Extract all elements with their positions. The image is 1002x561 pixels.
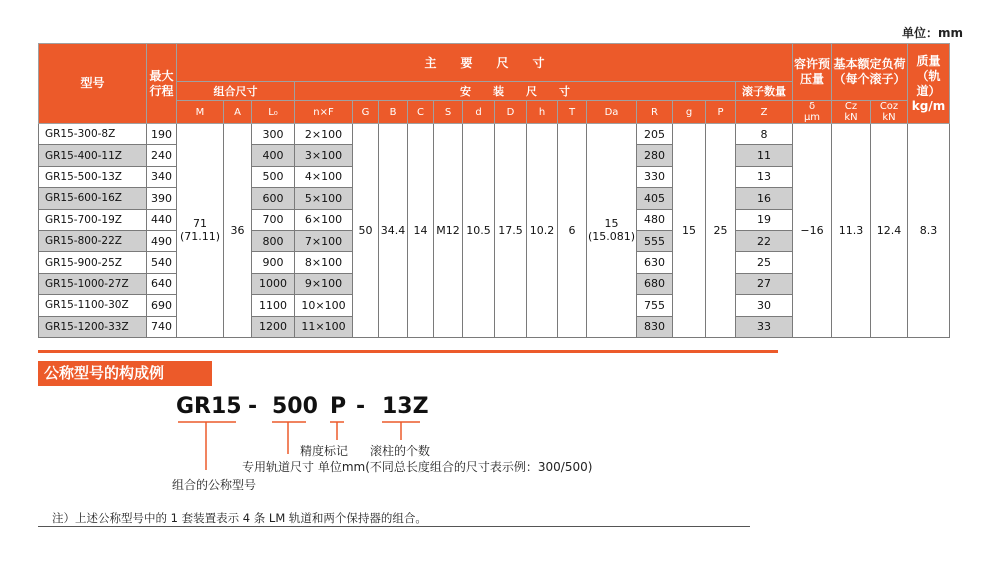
col-D: D [495, 101, 527, 124]
code-dash-2: - [356, 394, 366, 419]
cell-model: GR15-400-11Z [39, 145, 147, 166]
cell-preload: −16 [793, 124, 832, 338]
header-main-dimensions: 主 要 尺 寸 [177, 44, 793, 82]
cell-Z: 19 [736, 209, 793, 230]
cell-nF: 4×100 [295, 166, 353, 187]
code-part-rail: 500 [272, 394, 318, 419]
cell-nF: 2×100 [295, 124, 353, 145]
cell-L0: 500 [252, 166, 295, 187]
cell-L0: 1000 [252, 273, 295, 294]
cell-stroke: 690 [147, 295, 177, 316]
cell-R: 830 [637, 316, 673, 337]
cell-g: 15 [673, 124, 706, 338]
cell-stroke: 740 [147, 316, 177, 337]
cell-R: 480 [637, 209, 673, 230]
cell-R: 280 [637, 145, 673, 166]
col-P: P [706, 101, 736, 124]
cell-model: GR15-800-22Z [39, 230, 147, 251]
col-G: G [353, 101, 379, 124]
delta-symbol: δ [808, 101, 816, 112]
cell-R: 755 [637, 295, 673, 316]
cell-L0: 600 [252, 188, 295, 209]
cell-L0: 900 [252, 252, 295, 273]
cell-M-value: 71 [193, 217, 207, 231]
code-part-model: GR15 [176, 394, 242, 419]
annotation-model: 组合的公称型号 [172, 478, 257, 492]
col-M: M [177, 101, 224, 124]
cell-nF: 8×100 [295, 252, 353, 273]
cell-Z: 30 [736, 295, 793, 316]
cell-Cz: 11.3 [832, 124, 871, 338]
header-mount-dims: 安 装 尺 寸 [295, 82, 736, 101]
header-preload: 容许预压量 [793, 44, 832, 101]
col-B: B [379, 101, 408, 124]
um-unit: μm [803, 112, 821, 123]
cell-L0: 700 [252, 209, 295, 230]
cell-P: 25 [706, 124, 736, 338]
cell-R: 555 [637, 230, 673, 251]
example-title: 公称型号的构成例 [38, 361, 212, 386]
cell-Z: 16 [736, 188, 793, 209]
col-d: d [463, 101, 495, 124]
col-Da: Da [587, 101, 637, 124]
cell-Da-alt: (15.081) [587, 230, 636, 244]
cell-L0: 1100 [252, 295, 295, 316]
cell-stroke: 190 [147, 124, 177, 145]
cell-Z: 13 [736, 166, 793, 187]
cell-model: GR15-600-16Z [39, 188, 147, 209]
code-part-precision: P [330, 394, 347, 419]
cell-nF: 10×100 [295, 295, 353, 316]
code-dash-1: - [248, 394, 258, 419]
cell-R: 680 [637, 273, 673, 294]
cell-stroke: 390 [147, 188, 177, 209]
cell-nF: 6×100 [295, 209, 353, 230]
cell-stroke: 540 [147, 252, 177, 273]
annotation-rail: 专用轨道尺寸 单位mm(不同总长度组合的尺寸表示例：300/500) [242, 460, 593, 474]
cell-model: GR15-900-25Z [39, 252, 147, 273]
cell-nF: 5×100 [295, 188, 353, 209]
cz-unit: kN [844, 112, 858, 123]
cell-model: GR15-1000-27Z [39, 273, 147, 294]
col-T: T [558, 101, 587, 124]
cell-Z: 8 [736, 124, 793, 145]
cell-L0: 1200 [252, 316, 295, 337]
col-nF: n×F [295, 101, 353, 124]
cell-R: 330 [637, 166, 673, 187]
cell-model: GR15-1200-33Z [39, 316, 147, 337]
cell-G: 50 [353, 124, 379, 338]
header-mass: 质量（轨道）kg/m [908, 44, 950, 124]
annotation-rollers: 滚柱的个数 [370, 444, 431, 458]
col-A: A [224, 101, 252, 124]
cell-R: 205 [637, 124, 673, 145]
cell-Z: 27 [736, 273, 793, 294]
cell-Z: 22 [736, 230, 793, 251]
footnote: 注）上述公称型号中的 1 套装置表示 4 条 LM 轨道和两个保持器的组合。 [52, 511, 427, 525]
unit-label: 单位：mm [902, 26, 964, 40]
cell-stroke: 490 [147, 230, 177, 251]
cell-nF: 7×100 [295, 230, 353, 251]
cell-L0: 300 [252, 124, 295, 145]
cell-model: GR15-700-19Z [39, 209, 147, 230]
cell-R: 405 [637, 188, 673, 209]
col-R: R [637, 101, 673, 124]
cell-Da-value: 15 [604, 217, 619, 231]
coz-label: Coz [879, 101, 899, 112]
cell-h: 10.2 [527, 124, 558, 338]
cell-T: 6 [558, 124, 587, 338]
cz-label: Cz [844, 101, 858, 112]
col-S: S [434, 101, 463, 124]
cell-L0: 800 [252, 230, 295, 251]
cell-Z: 11 [736, 145, 793, 166]
cell-model: GR15-300-8Z [39, 124, 147, 145]
cell-Z: 33 [736, 316, 793, 337]
col-Z: Z [736, 101, 793, 124]
coz-unit: kN [882, 112, 896, 123]
cell-mass: 8.3 [908, 124, 950, 338]
col-g: g [673, 101, 706, 124]
col-h: h [527, 101, 558, 124]
cell-M-alt: (71.11) [179, 230, 221, 244]
cell-stroke: 440 [147, 209, 177, 230]
cell-nF: 9×100 [295, 273, 353, 294]
footnote-divider [38, 526, 750, 527]
header-roller-count: 滚子数量 [736, 82, 793, 101]
cell-model: GR15-500-13Z [39, 166, 147, 187]
cell-stroke: 240 [147, 145, 177, 166]
code-part-rollers: 13Z [382, 394, 429, 419]
cell-nF: 11×100 [295, 316, 353, 337]
cell-stroke: 640 [147, 273, 177, 294]
cell-A: 36 [224, 124, 252, 338]
header-model: 型号 [39, 44, 147, 124]
cell-S: M12 [434, 124, 463, 338]
col-L0: L₀ [252, 101, 295, 124]
cell-L0: 400 [252, 145, 295, 166]
cell-Coz: 12.4 [871, 124, 908, 338]
annotation-precision: 精度标记 [300, 444, 349, 458]
header-load-rating: 基本额定负荷（每个滚子） [832, 44, 908, 101]
cell-d: 10.5 [463, 124, 495, 338]
cell-Z: 25 [736, 252, 793, 273]
cell-nF: 3×100 [295, 145, 353, 166]
cell-model: GR15-1100-30Z [39, 295, 147, 316]
cell-stroke: 340 [147, 166, 177, 187]
cell-B: 34.4 [379, 124, 408, 338]
header-max-stroke: 最大行程 [147, 44, 177, 124]
header-combo-dims: 组合尺寸 [177, 82, 295, 101]
cell-D: 17.5 [495, 124, 527, 338]
cell-C: 14 [408, 124, 434, 338]
cell-R: 630 [637, 252, 673, 273]
col-C: C [408, 101, 434, 124]
